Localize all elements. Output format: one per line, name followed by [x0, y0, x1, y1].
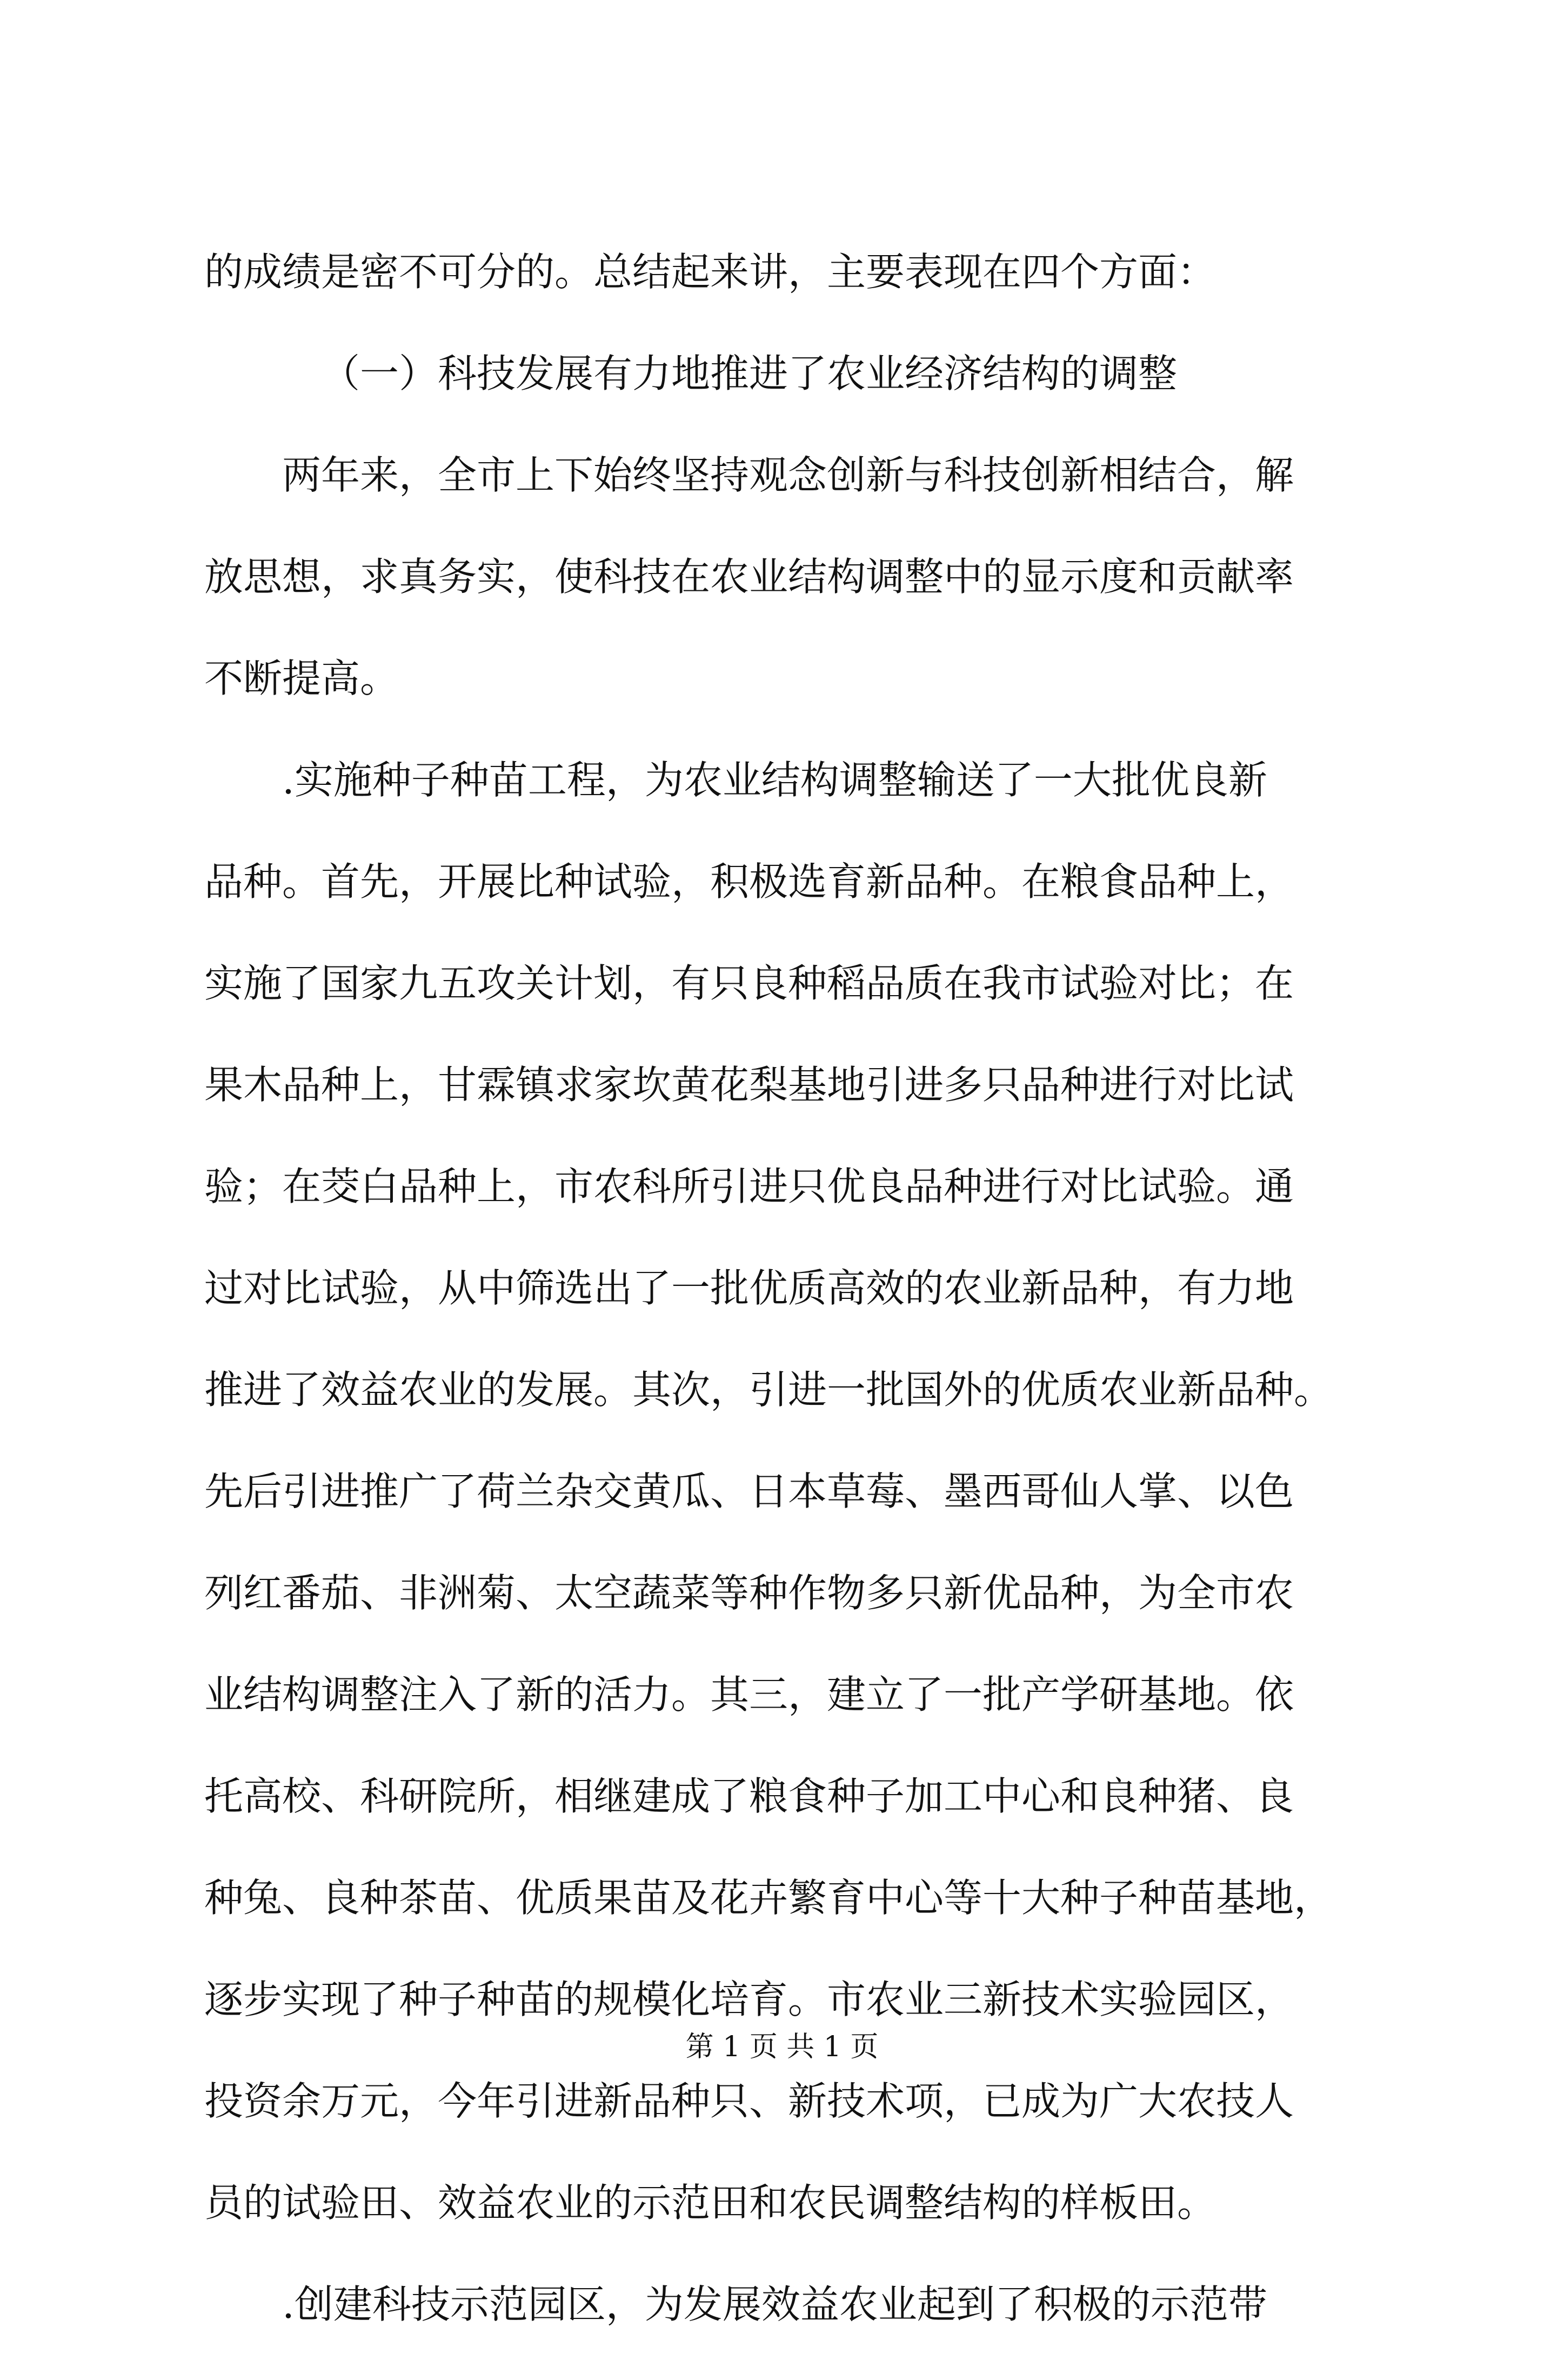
- text-line-10: 验；在茭白品种上，市农科所引进只优良品种进行对比试验。通: [204, 1164, 1294, 1209]
- text-line-15: 业结构调整注入了新的活力。其三，建立了一批产学研基地。依: [204, 1672, 1294, 1717]
- text-line-16: 托高校、科研院所，相继建成了粮食种子加工中心和良种猪、良: [204, 1774, 1294, 1819]
- text-line-17: 种兔、良种茶苗、优质果苗及花卉繁育中心等十大种子种苗基地，: [204, 1875, 1333, 1921]
- text-line-21: .创建科技示范园区，为发展效益农业起到了积极的示范带: [282, 2282, 1267, 2327]
- text-line-12: 推进了效益农业的发展。其次，引进一批国外的优质农业新品种。: [204, 1367, 1333, 1412]
- text-line-4: 放思想，求真务实，使科技在农业结构调整中的显示度和贡献率: [204, 554, 1294, 599]
- text-line-19: 投资余万元，今年引进新品种只、新技术项，已成为广大农技人: [204, 2078, 1294, 2124]
- text-line-11: 过对比试验，从中筛选出了一批优质高效的农业新品种，有力地: [204, 1265, 1294, 1311]
- text-line-3: 两年来，全市上下始终坚持观念创新与科技创新相结合，解: [282, 452, 1294, 498]
- section-heading-1: （一）科技发展有力地推进了农业经济结构的调整: [321, 351, 1178, 396]
- text-line-13: 先后引进推广了荷兰杂交黄瓜、日本草莓、墨西哥仙人掌、以色: [204, 1469, 1294, 1514]
- text-line-18: 逐步实现了种子种苗的规模化培育。市农业三新技术实验园区，: [204, 1977, 1294, 2022]
- text-line-1: 的成绩是密不可分的。总结起来讲，主要表现在四个方面：: [204, 249, 1217, 295]
- text-line-6: .实施种子种苗工程，为农业结构调整输送了一大批优良新: [282, 757, 1267, 803]
- page-footer: 第 1 页 共 1 页: [685, 2031, 879, 2063]
- text-line-7: 品种。首先，开展比种试验，积极选育新品种。在粮食品种上，: [204, 859, 1294, 904]
- text-line-14: 列红番茄、非洲菊、太空蔬菜等种作物多只新优品种，为全市农: [204, 1570, 1294, 1616]
- text-line-20: 员的试验田、效益农业的示范田和农民调整结构的样板田。: [204, 2180, 1217, 2225]
- text-line-5: 不断提高。: [204, 656, 399, 701]
- text-line-8: 实施了国家九五攻关计划，有只良种稻品质在我市试验对比；在: [204, 961, 1294, 1006]
- text-line-9: 果木品种上，甘霖镇求家坎黄花梨基地引进多只品种进行对比试: [204, 1062, 1294, 1108]
